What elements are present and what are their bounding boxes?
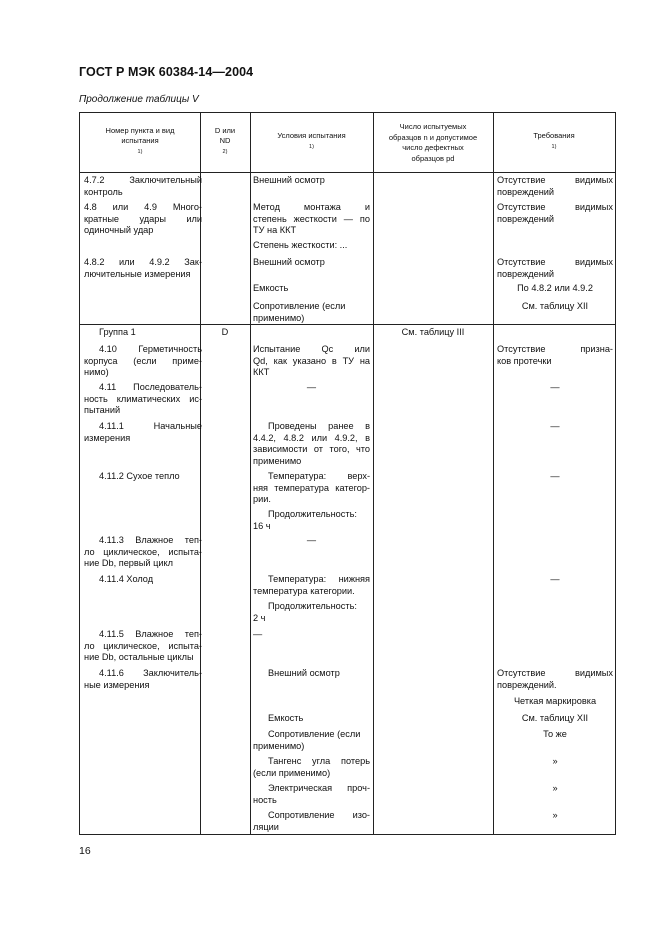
condition-resistance: Сопротивление (если применимо) xyxy=(253,301,346,323)
header-text: Номер пункта и вид xyxy=(105,125,175,135)
condition-insulation-resistance: Сопротивление изо- ляции xyxy=(253,810,370,832)
condition-dash: — xyxy=(306,535,317,545)
test-item-4-11-6: 4.11.6 Заключитель- ные измерения xyxy=(84,668,202,690)
condition-cold-temp: Температура: нижняя температура категории. xyxy=(253,574,370,596)
condition-capacitance: Емкость xyxy=(268,713,304,723)
header-conditions xyxy=(250,113,373,173)
header-text: число дефектных xyxy=(402,143,464,152)
requirement-no-damage: Отсутствие видимых повреждений xyxy=(497,175,613,197)
test-item-4-11-5: 4.11.5 Влажное теп- ло циклическое, испыта- ние Db, остальные циклы xyxy=(84,629,202,663)
test-item-4-11-3: 4.11.3 Влажное теп- ло циклическое, испыта- ние Db, первый цикл xyxy=(84,535,202,569)
group-label: Группа 1 xyxy=(99,327,136,337)
requirement-ditto: » xyxy=(552,756,558,766)
condition-visual-inspection: Внешний осмотр xyxy=(253,175,325,185)
condition-dielectric-strength: Электрическая проч- ность xyxy=(253,783,370,805)
condition-qc-qd: Испытание Qc или Qd, как указано в ТУ на ККТ xyxy=(253,344,370,378)
header-sample-count xyxy=(373,113,493,173)
document-title: ГОСТ Р МЭК 60384-14—2004 xyxy=(79,65,254,79)
page-number: 16 xyxy=(79,845,91,857)
column-divider xyxy=(373,113,374,834)
header-text: Число испытуемых xyxy=(399,122,467,131)
test-item-4-8-2: 4.8.2 или 4.9.2 Зак- лючительные измерения xyxy=(84,257,202,279)
header-text: ND xyxy=(219,136,231,146)
condition-previous: Проведены ранее в 4.4.2, 4.8.2 или 4.9.2, в зависимости от того, что применимо xyxy=(253,421,370,467)
condition-visual-inspection: Внешний осмотр xyxy=(253,257,325,267)
header-d-nd xyxy=(200,113,250,173)
requirement-no-damage: Отсутствие видимых повреждений. xyxy=(497,668,613,690)
requirement-dash: — xyxy=(550,574,560,584)
test-item-4-11-1: 4.11.1 Начальные измерения xyxy=(84,421,202,443)
header-text: Условия испытания xyxy=(277,131,346,140)
condition-dry-heat-temp: Температура: верх- няя температура категор- рии. xyxy=(253,471,370,505)
condition-visual-inspection: Внешний осмотр xyxy=(268,668,340,678)
condition-cold-duration: Продолжительность: 2 ч xyxy=(253,601,357,623)
condition-resistance: Сопротивление (если применимо) xyxy=(253,729,361,751)
header-text: испытания xyxy=(121,136,159,146)
requirement-no-damage: Отсутствие видимых повреждений xyxy=(497,257,613,279)
condition-mounting-method: Метод монтажа и степень жесткости — по ТУ на ККТ xyxy=(253,202,370,236)
requirement-dash: — xyxy=(550,421,560,431)
footnote-mark: 2) xyxy=(222,148,228,155)
test-item-4-8: 4.8 или 4.9 Много- кратные удары или одиночный удар xyxy=(84,202,202,236)
column-divider xyxy=(250,113,251,834)
condition-dash: — xyxy=(253,629,263,639)
condition-capacitance: Емкость xyxy=(253,283,289,293)
test-item-4-11-4: 4.11.4 Холод xyxy=(99,574,154,584)
requirement-dash: — xyxy=(550,471,560,481)
column-divider xyxy=(493,113,494,834)
header-text: Требования xyxy=(533,131,575,140)
requirement-ditto: » xyxy=(552,783,558,793)
test-item-4-7-2: 4.7.2 Заключительный контроль xyxy=(84,175,202,197)
header-test-item xyxy=(80,113,200,173)
header-requirements xyxy=(493,113,615,173)
requirement-no-damage: Отсутствие видимых повреждений xyxy=(497,202,613,224)
header-text: образцов n и допустимое xyxy=(388,132,478,142)
requirement-ref: По 4.8.2 или 4.9.2 xyxy=(517,283,593,293)
requirements-table xyxy=(79,112,616,835)
footnote-mark: 1) xyxy=(551,143,557,150)
footnote-mark: 1) xyxy=(309,143,314,150)
requirement-ref: См. таблицу XII xyxy=(521,713,589,723)
requirement-dash: — xyxy=(550,382,560,392)
requirement-ditto: » xyxy=(552,810,558,820)
test-item-4-10: 4.10 Герметичность корпуса (если приме- нимо) xyxy=(84,344,202,378)
condition-loss-tangent: Тангенс угла потерь (если применимо) xyxy=(253,756,370,778)
requirement-marking: Четкая маркировка xyxy=(513,696,597,706)
test-item-4-11-2: 4.11.2 Сухое тепло xyxy=(99,471,180,481)
requirement-no-leakage: Отсутствие призна- ков протечки xyxy=(497,344,613,366)
group-d-flag: D xyxy=(221,327,229,337)
header-text: образцов pd xyxy=(411,153,455,163)
group-sample-ref: См. таблицу III xyxy=(401,327,465,337)
requirement-same: То же xyxy=(543,729,567,739)
condition-dash: — xyxy=(306,382,317,392)
condition-severity: Степень жесткости: ... xyxy=(253,240,348,250)
requirement-ref: См. таблицу XII xyxy=(521,301,589,311)
table-caption: Продолжение таблицы V xyxy=(79,94,199,105)
footnote-mark: 1) xyxy=(137,148,143,155)
condition-dry-heat-duration: Продолжительность: 16 ч xyxy=(253,509,357,531)
header-text: D или xyxy=(214,125,236,135)
test-item-4-11: 4.11 Последователь- ность климатических ис- пытаний xyxy=(84,382,202,416)
